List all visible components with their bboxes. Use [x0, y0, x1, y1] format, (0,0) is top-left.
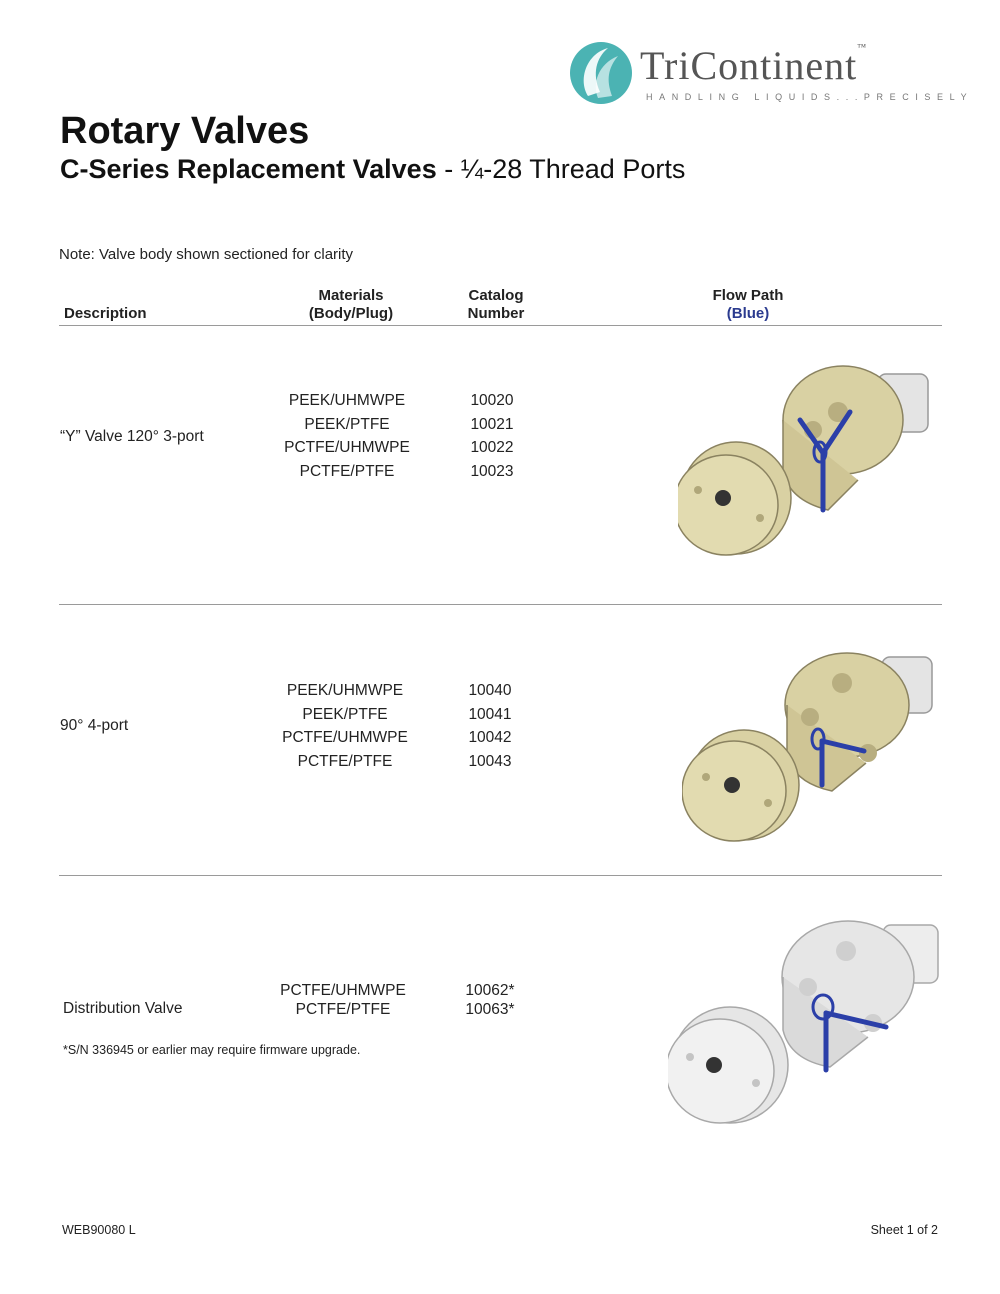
row-divider	[59, 875, 942, 876]
y-valve-illustration	[678, 360, 948, 565]
90-degree-valve-illustration	[682, 645, 947, 850]
logo-wordmark: TriContinent™	[640, 42, 868, 88]
row-3-catalog-numbers: 10062* 10063*	[465, 982, 515, 1018]
logo-tagline: HANDLING LIQUIDS...PRECISELY	[646, 92, 974, 102]
row-3-materials: PCTFE/UHMWPE PCTFE/PTFE	[280, 982, 406, 1018]
header-catalog: Catalog Number	[467, 287, 525, 322]
page-title: Rotary Valves	[60, 110, 310, 152]
distribution-valve-illustration	[668, 915, 948, 1130]
header-materials: Materials (Body/Plug)	[308, 287, 394, 322]
row-2-materials: PEEK/UHMWPE PEEK/PTFE PCTFE/UHMWPE PCTFE/PTFE	[282, 682, 408, 770]
row-3-description: Distribution Valve	[63, 1000, 183, 1017]
document-code: WEB90080 L	[62, 1223, 136, 1237]
page-subtitle: C-Series Replacement Valves - ¼-28 Thread Ports	[60, 154, 686, 184]
row-1-catalog-numbers: 10020 10021 10022 10023	[470, 392, 514, 480]
row-2-description: 90° 4-port	[60, 717, 129, 734]
row-1-description: “Y” Valve 120° 3-port	[60, 428, 204, 445]
logo-wave-icon	[568, 40, 634, 106]
tricontinent-logo	[568, 38, 974, 112]
header-description: Description	[64, 305, 147, 322]
section-note: Note: Valve body shown sectioned for clarity	[59, 246, 354, 263]
header-flow-path: Flow Path (Blue)	[712, 287, 784, 322]
row-1-materials: PEEK/UHMWPE PEEK/PTFE PCTFE/UHMWPE PCTFE/PTFE	[284, 392, 410, 480]
row-divider	[59, 604, 942, 605]
firmware-footnote: *S/N 336945 or earlier may require firmware upgrade.	[63, 1043, 361, 1057]
header-divider	[59, 325, 942, 326]
row-2-catalog-numbers: 10040 10041 10042 10043	[468, 682, 512, 770]
sheet-number: Sheet 1 of 2	[870, 1223, 938, 1237]
